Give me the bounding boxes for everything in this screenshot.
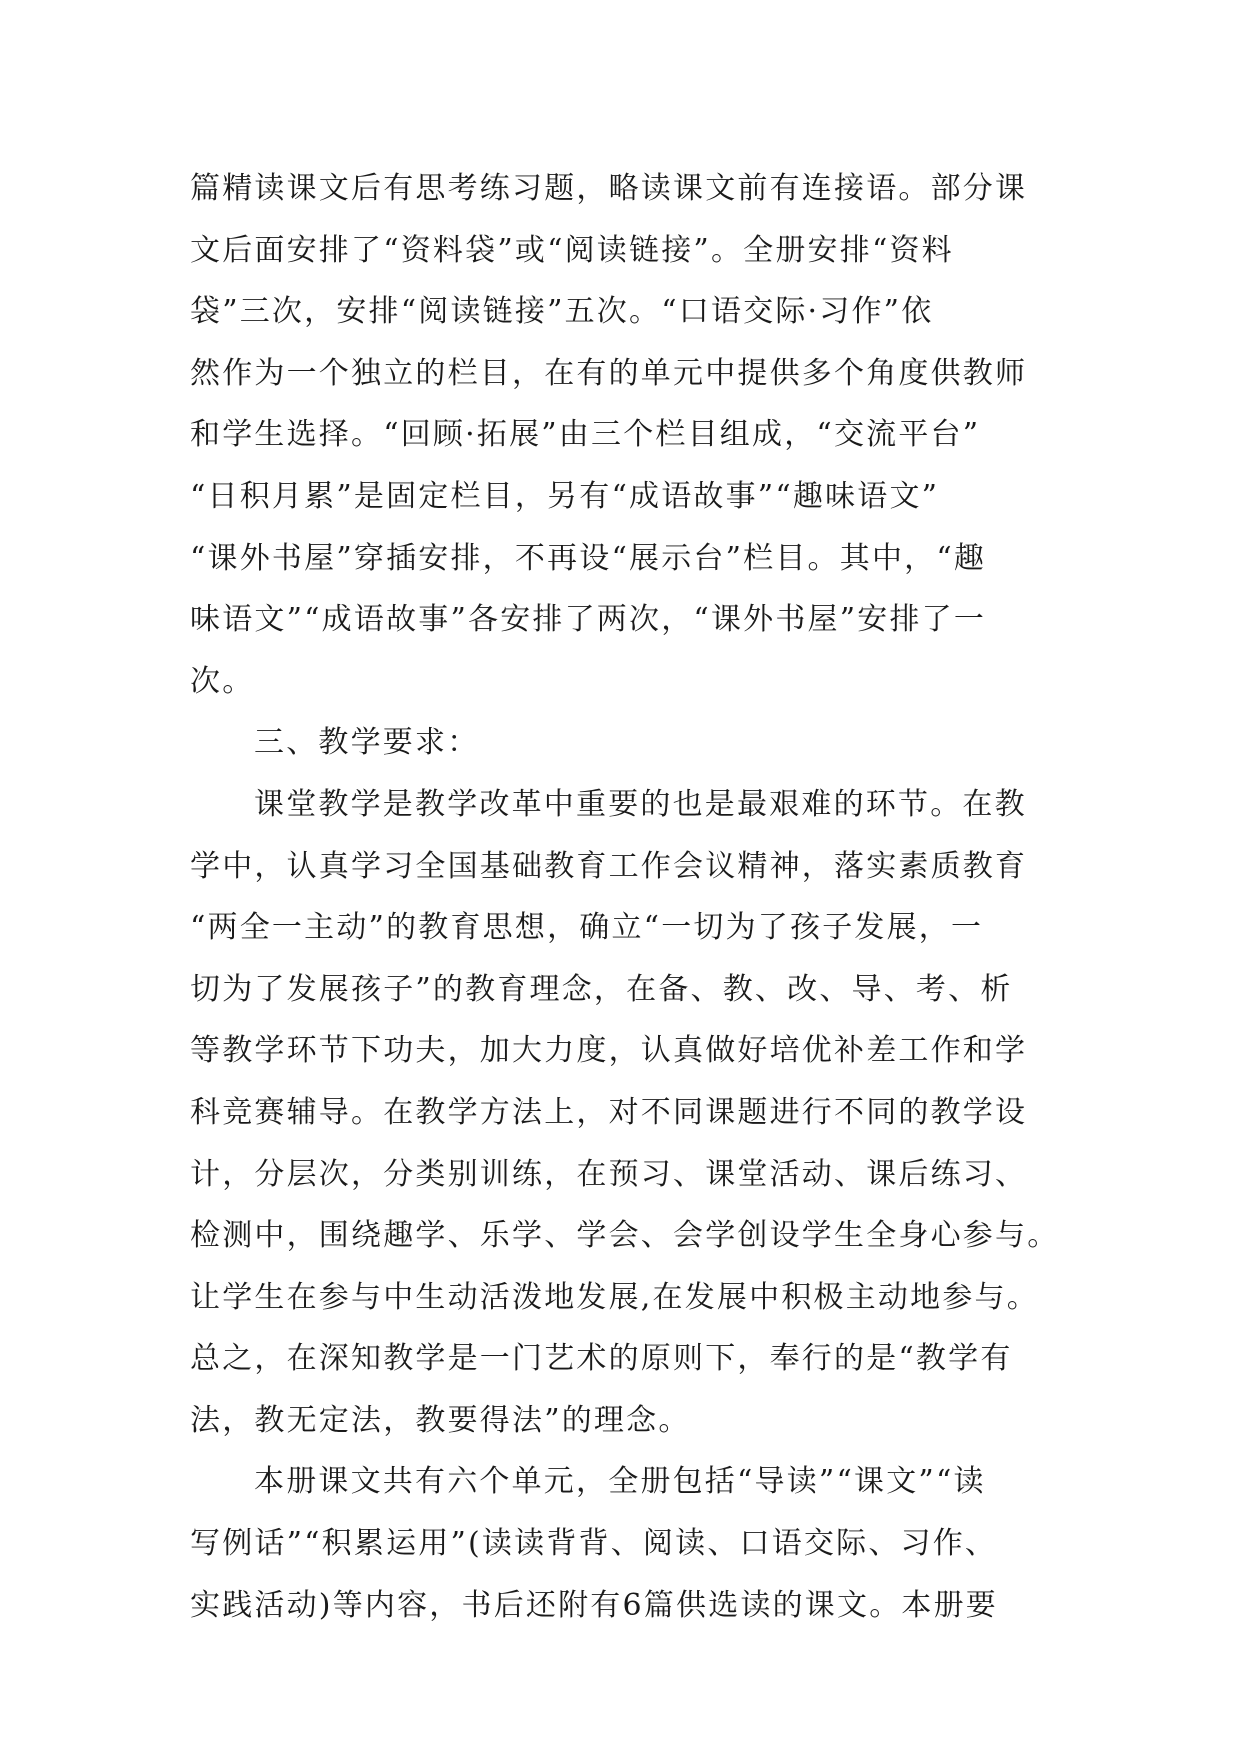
text-line: 学中，认真学习全国基础教育工作会议精神，落实素质教育 xyxy=(190,848,1028,884)
text-line: 写例话”“积累运用”(读读背背、阅读、口语交际、习作、 xyxy=(190,1526,998,1562)
text-line: 让学生在参与中生动活泼地发展,在发展中积极主动地参与。 xyxy=(190,1279,1039,1315)
text-line: 科竞赛辅导。在教学方法上，对不同课题进行不同的教学设 xyxy=(190,1094,1028,1130)
text-line: 和学生选择。“回顾·拓展”由三个栏目组成，“交流平台” xyxy=(190,417,981,453)
text-line: “两全一主动”的教育思想，确立“一切为了孩子发展，一 xyxy=(190,910,984,946)
text-line: 实践活动)等内容，书后还附有6篇供选读的课文。本册要 xyxy=(190,1587,998,1623)
document-body xyxy=(190,158,1070,1636)
text-line: 本册课文共有六个单元，全册包括“导读”“课文”“读 xyxy=(254,1464,986,1500)
text-line: 次。 xyxy=(190,663,255,699)
text-line: 等教学环节下功夫，加大力度，认真做好培优补差工作和学 xyxy=(190,1033,1028,1069)
text-line: 计，分层次，分类别训练，在预习、课堂活动、课后练习、 xyxy=(190,1156,1028,1192)
text-line: 切为了发展孩子”的教育理念，在备、教、改、导、考、析 xyxy=(190,971,1013,1007)
text-line: 检测中，围绕趣学、乐学、学会、会学创设学生全身心参与。 xyxy=(190,1218,1060,1254)
text-line: 文后面安排了“资料袋”或“阅读链接”。全册安排“资料 xyxy=(190,232,954,268)
text-line: 味语文”“成语故事”各安排了两次，“课外书屋”安排了一 xyxy=(190,602,987,638)
section-heading: 三、教学要求： xyxy=(254,725,480,761)
text-line: “日积月累”是固定栏目，另有“成语故事”“趣味语文” xyxy=(190,478,940,514)
text-line: “课外书屋”穿插安排，不再设“展示台”栏目。其中，“趣 xyxy=(190,540,987,576)
text-line: 篇精读课文后有思考练习题，略读课文前有连接语。部分课 xyxy=(190,171,1028,206)
text-line: 法，教无定法，教要得法”的理念。 xyxy=(190,1402,691,1438)
text-line: 袋”三次，安排“阅读链接”五次。“口语交际·习作”依 xyxy=(190,294,934,330)
text-line: 然作为一个独立的栏目，在有的单元中提供多个角度供教师 xyxy=(190,355,1028,391)
text-line: 总之，在深知教学是一门艺术的原则下，奉行的是“教学有 xyxy=(190,1341,1013,1377)
text-line: 课堂教学是教学改革中重要的也是最艰难的环节。在教 xyxy=(254,786,1027,822)
